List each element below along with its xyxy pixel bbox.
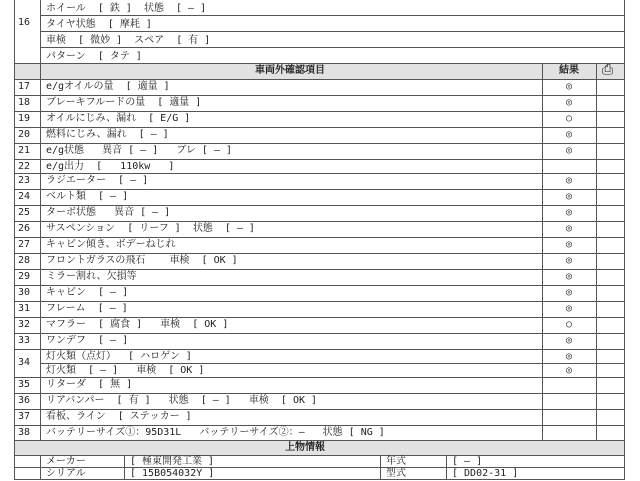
check-item-label: ブレーキフルードの量 [ 適量 ] [46,97,202,108]
check-item-label: リターダ [ 無 ] [46,379,133,390]
check-result-mark: ◎ [565,191,573,202]
row-number: 38 [17,427,31,438]
serial-value: [ 15B054032Y ] [130,468,215,479]
check-result-mark: ◎ [565,287,573,298]
pattern-line: パターン [ タテ ] [46,51,142,62]
check-item-label: バッテリーサイズ①：95D31L バッテリーサイズ②：― 状態 [ NG ] [46,427,385,438]
check-item-label: マフラー [ 腐食 ] 車検 [ OK ] [46,319,229,330]
check-result-mark: ◎ [565,223,573,234]
grid-vline [596,63,597,440]
grid-hline [14,467,624,468]
check-result-mark: ◎ [565,335,573,346]
model-value: [ DD02-31 ] [452,468,519,479]
row-number: 32 [17,319,31,330]
row-number: 18 [17,97,31,108]
spare-line: 車検 [ 微妙 ] スペア [ 有 ] [46,35,211,46]
model-label: 型式 [386,468,406,479]
check-item-label: リアバンパー [ 有 ] 状態 [ ― ] 車検 [ OK ] [46,395,318,406]
grid-vline [446,455,447,480]
row-number: 28 [17,255,31,266]
row-number: 22 [17,161,31,172]
row-number: 21 [17,145,31,156]
check-result-mark: ○ [565,319,573,330]
row-number: 24 [17,191,31,202]
row-number-16: 16 [17,17,31,28]
check-result-mark: ◎ [565,351,573,362]
check-item-label: キャビン傾き、ボデーねじれ [46,239,176,250]
check-item-label: e/gオイルの量 [ 適量 ] [46,81,170,92]
section-title-exterior: 車両外確認項目 [255,65,325,76]
check-item-label: フロントガラスの飛石 車検 [ OK ] [46,255,238,266]
check-result-mark: ◎ [565,81,573,92]
grid-vline [380,455,381,480]
check-item-label: ターボ状態 異音 [ ― ] [46,207,171,218]
check-result-mark: ◎ [565,97,573,108]
check-result-mark: ◎ [565,239,573,250]
check-item-label: フレーム [ ― ] [46,303,128,314]
check-result-mark: ◎ [565,145,573,156]
row-number: 27 [17,239,31,250]
check-result-mark: ◎ [565,255,573,266]
grid-vline [624,0,625,480]
check-item-label: ラジエーター [ ― ] [46,175,149,186]
check-item-label: 灯火類（点灯） [ ハロゲン ] [46,351,192,362]
check-item-label: ワンデフ [ ― ] [46,335,129,346]
row-number: 35 [17,379,31,390]
row-number: 34 [17,357,31,368]
check-item-label: e/g状態 異音 [ ― ] ブレ [ ― ] [46,145,233,156]
maker-label: メーカー [46,456,86,467]
check-item-label: 灯火類 [ ― ] 車検 [ OK ] [46,365,205,376]
row-number: 33 [17,335,31,346]
row-number: 25 [17,207,31,218]
check-result-mark: ○ [565,113,573,124]
check-item-label: キャビン [ ― ] [46,287,129,298]
grid-vline [124,455,125,480]
year-label: 年式 [386,456,406,467]
check-result-mark: ◎ [565,365,573,376]
grid-vline [542,63,543,440]
grid-vline [40,455,41,480]
check-item-label: オイルにじみ、漏れ [ E/G ] [46,113,191,124]
check-item-label: 燃料にじみ、漏れ [ ― ] [46,129,169,140]
check-result-mark: ◎ [565,207,573,218]
grid-hline [14,455,624,456]
serial-label: シリアル [46,468,86,479]
row-number: 20 [17,129,31,140]
check-item-label: e/g出力 [ 110kw ] [46,161,175,172]
check-item-label: ベルト類 [ ― ] [46,191,129,202]
row-number: 23 [17,175,31,186]
row-number: 30 [17,287,31,298]
row-number: 31 [17,303,31,314]
check-item-label: ミラー割れ、欠損等 [46,271,137,282]
row-number: 29 [17,271,31,282]
year-value: [ ― ] [452,456,483,467]
tire-line: タイヤ状態 [ 摩耗 ] [46,19,152,30]
check-item-label: サスペンション [ リーフ ] 状態 [ ― ] [46,223,255,234]
row-number: 37 [17,411,31,422]
check-result-mark: ◎ [565,129,573,140]
section-title-body-info: 上物情報 [285,442,325,453]
maker-value: [ 極東開発工業 ] [130,456,215,467]
row-number: 36 [17,395,31,406]
wheel-line: ホイール [ 鉄 ] 状態 [ ― ] [46,3,207,14]
check-item-label: 看板、ライン [ ステッカー ] [46,411,192,422]
check-result-mark: ◎ [565,271,573,282]
check-result-mark: ◎ [565,175,573,186]
row-number: 26 [17,223,31,234]
camera-icon: ⎙ [602,62,614,78]
row-number: 19 [17,113,31,124]
result-column-header: 結果 [559,65,579,76]
row-number: 17 [17,81,31,92]
check-result-mark: ◎ [565,303,573,314]
